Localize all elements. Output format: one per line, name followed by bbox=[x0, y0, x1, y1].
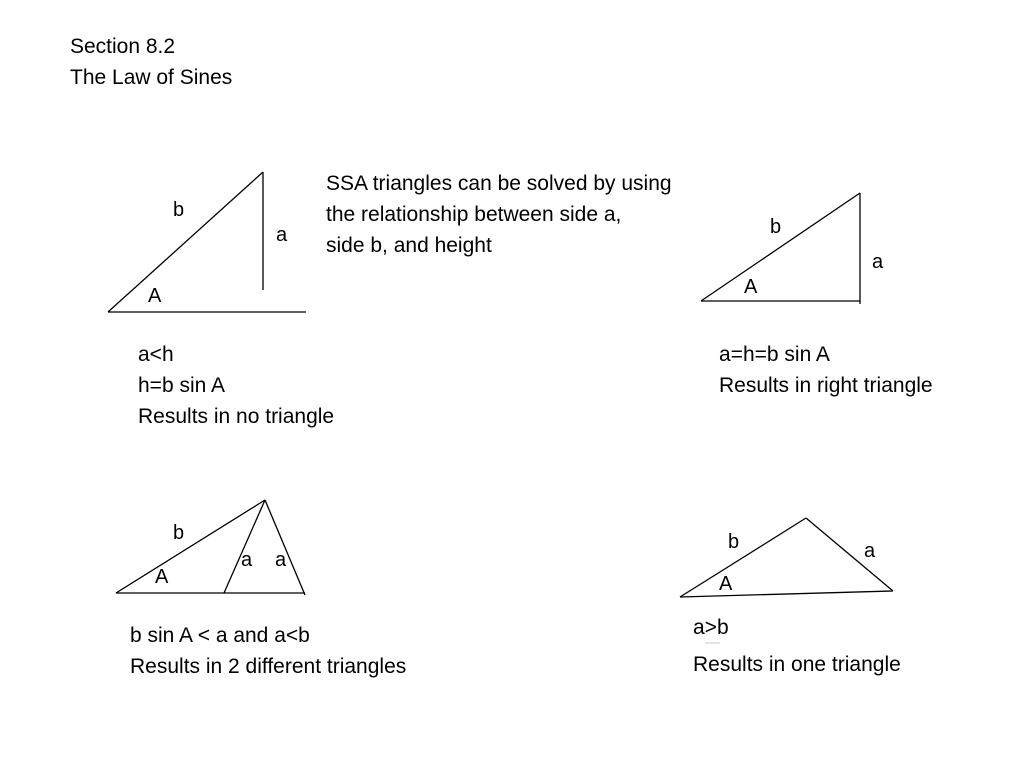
intro-line: side b, and height bbox=[326, 234, 492, 257]
case-line: Results in no triangle bbox=[138, 405, 335, 428]
side-b-label: b bbox=[770, 216, 782, 238]
right-triangle-figure bbox=[701, 193, 860, 304]
side-b-label: b bbox=[728, 531, 740, 553]
base-line bbox=[680, 591, 893, 597]
side-b-line bbox=[116, 500, 265, 593]
side-a-label: a bbox=[275, 549, 287, 571]
side-a-first-line bbox=[224, 500, 265, 593]
intro-line: SSA triangles can be solved by using bbox=[326, 172, 672, 195]
angle-A-label: A bbox=[155, 566, 169, 588]
page-title: The Law of Sines bbox=[70, 66, 233, 89]
angle-A-label: A bbox=[148, 285, 162, 307]
side-a-label: a bbox=[276, 224, 288, 246]
case-line: Results in right triangle bbox=[719, 374, 933, 397]
two-triangles-figure bbox=[116, 500, 305, 595]
side-b-label: b bbox=[173, 522, 185, 544]
side-a-second-line bbox=[265, 500, 305, 595]
section-number: Section 8.2 bbox=[70, 35, 176, 58]
case-line: h=b sin A bbox=[138, 374, 225, 397]
intro-line: the relationship between side a, bbox=[326, 203, 622, 226]
case-line: a<h bbox=[138, 343, 174, 366]
side-a-label: a bbox=[241, 549, 253, 571]
side-b-line bbox=[701, 193, 860, 301]
side-a-label: a bbox=[864, 540, 876, 562]
side-b-line bbox=[680, 518, 806, 597]
case-line: b sin A < a and a<b bbox=[130, 624, 310, 647]
angle-A-label: A bbox=[744, 276, 758, 298]
side-b-label: b bbox=[173, 199, 185, 221]
side-a-label: a bbox=[872, 251, 884, 273]
angle-A-label: A bbox=[719, 573, 733, 595]
side-b-line bbox=[108, 172, 263, 312]
case-line: Results in one triangle bbox=[693, 653, 901, 676]
case-line: Results in 2 different triangles bbox=[130, 655, 407, 678]
case-line: a>b bbox=[693, 616, 729, 639]
side-a-line bbox=[806, 518, 893, 591]
case-line: a=h=b sin A bbox=[719, 343, 830, 366]
